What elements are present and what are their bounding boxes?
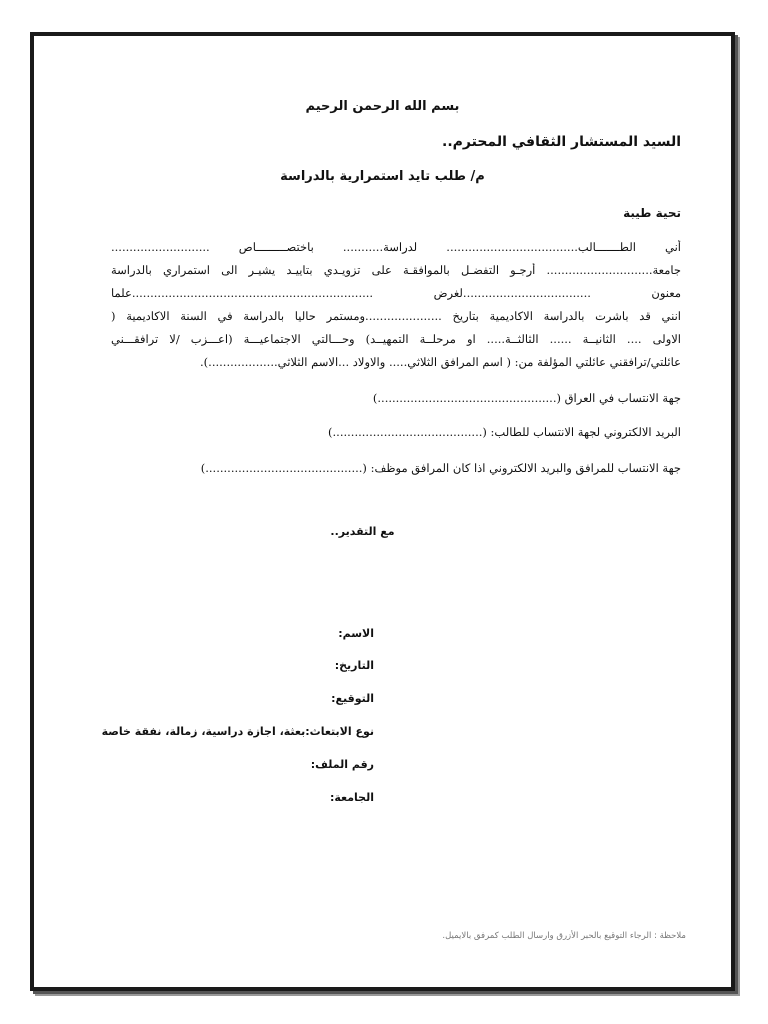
- body-line-3: معنون ...................................لغرض ..................................................................علما: [111, 286, 681, 300]
- recipient-line: السيد المستشار الثقافي المحترم..: [442, 134, 681, 150]
- body-line-5: الاولى .... الثانيــة ...... الثالثــة..... او مرحلــة التمهيــد) وحـــالتي الاجتماعيـــة (اعـــزب /لا ترافقـــني: [111, 332, 681, 346]
- footer-note: ملاحظة : الرجاء التوقيع بالحبر الأزرق وارسال الطلب كمرفق بالايميل.: [442, 931, 686, 941]
- companion-affiliation-field: جهة الانتساب للمرافق والبريد الالكتروني اذا كان المرافق موظف: (...........................................): [200, 461, 681, 475]
- body-line-1: أني الطـــــــالب.................................... لدراسة........... باختصـــــــــاص ...........................: [111, 240, 681, 254]
- student-email-field: البريد الالكتروني لجهة الانتساب للطالب: (.........................................): [328, 425, 681, 439]
- body-line-6: عائلتي/ترافقني عائلتي المؤلفة من: ( اسم المرافق الثلاثي..... والاولاد ...الاسم الثلاثي...................).: [200, 355, 681, 369]
- subject-line: م/ طلب تايد استمرارية بالدراسة: [280, 169, 485, 184]
- regards: مع التقدير..: [330, 525, 395, 538]
- body-line-2: جامعة............................. أرجـو التفضـل بالموافقـة على تزويـدي بتاييـد يشيـر الى استمراري بالدراسة: [111, 263, 681, 277]
- body-line-4: انني قد باشرت بالدراسة الاكاديمية بتاريخ .....................ومستمر حاليا بالدراسة في السنة الاكاديمية (: [111, 309, 681, 323]
- scholarship-type-label: نوع الابتعاث:بعثة، اجازة دراسية، زمالة، نفقة خاصة: [101, 725, 374, 738]
- file-number-label: رقم الملف:: [310, 758, 374, 771]
- greeting: تحية طيبة: [623, 206, 681, 220]
- affiliation-iraq-field: جهة الانتساب في العراق (.................................................): [372, 391, 681, 405]
- basmala: بسم الله الرحمن الرحيم: [305, 99, 460, 114]
- letter-page: [34, 36, 731, 987]
- signature-sign-label: التوقيع:: [331, 692, 374, 705]
- university-label: الجامعة:: [329, 791, 374, 804]
- document-frame: [30, 32, 735, 991]
- signature-date-label: التاريخ:: [334, 659, 374, 672]
- signature-name-label: الاسم:: [338, 627, 374, 640]
